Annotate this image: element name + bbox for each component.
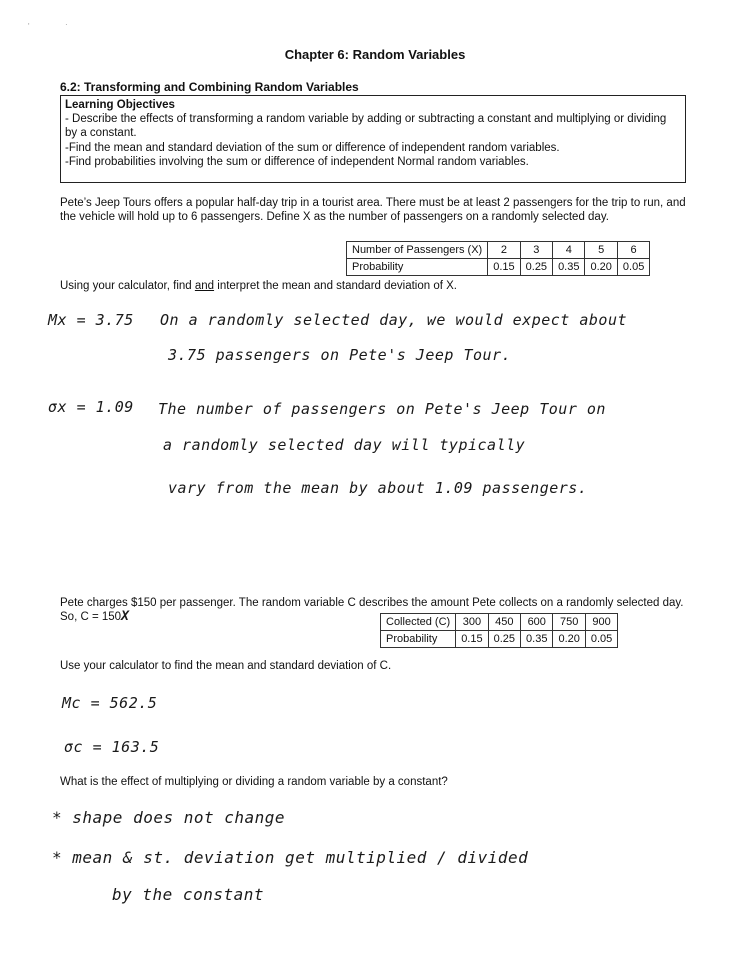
problem2-body: Pete charges $150 per passenger. The random variable C describes the amount Pete collects on a randomly selected day. So, C = 150 xyxy=(60,597,684,623)
objective-item: -Find the mean and standard deviation of the sum or difference of independent random variables. xyxy=(65,142,560,154)
table-cell: 450 xyxy=(488,614,520,631)
mean-x-label: Mx = 3.75 xyxy=(48,311,134,329)
effect-answer-line: by the constant xyxy=(112,885,264,904)
objectives-heading: Learning Objectives xyxy=(65,99,175,111)
problem2-instruction: Use your calculator to find the mean and standard deviation of C. xyxy=(60,660,392,672)
table-cell: 3 xyxy=(520,242,552,259)
learning-objectives-box xyxy=(60,95,686,183)
section-title: 6.2: Transforming and Combining Random Variables xyxy=(60,80,359,94)
chapter-title: Chapter 6: Random Variables xyxy=(284,47,466,62)
objective-item: - Describe the effects of transforming a random variable by adding or subtracting a constant and multiplying or dividing by a constant. xyxy=(65,113,667,139)
table-cell: 0.05 xyxy=(617,259,649,276)
table-cell: 0.15 xyxy=(488,259,520,276)
instruction-text: interpret the mean and standard deviation of X. xyxy=(214,280,457,292)
table-cell: 0.25 xyxy=(488,631,520,648)
mean-x-interpretation: On a randomly selected day, we would expect about xyxy=(160,311,628,329)
stray-mark: ' xyxy=(28,22,30,31)
problem1-instruction xyxy=(60,279,457,294)
table-header: Probability xyxy=(347,259,488,276)
effect-answer-line: * mean & st. deviation get multiplied / divided xyxy=(52,848,529,867)
mean-x-interpretation: 3.75 passengers on Pete's Jeep Tour. xyxy=(168,346,512,364)
table-cell: 0.05 xyxy=(585,631,617,648)
instruction-text: Using your calculator, find xyxy=(60,280,195,292)
table-cell: 0.35 xyxy=(521,631,553,648)
table-cell: 0.20 xyxy=(553,631,585,648)
sd-x-interpretation: a randomly selected day will typically xyxy=(163,436,526,454)
table-cell: 900 xyxy=(585,614,617,631)
table-cell: 6 xyxy=(617,242,649,259)
sd-x-interpretation: The number of passengers on Pete's Jeep Tour on xyxy=(158,400,606,418)
effect-answer-line: * shape does not change xyxy=(52,808,286,827)
table-header: Collected (C) xyxy=(381,614,456,631)
instruction-underlined: and xyxy=(194,280,215,292)
question3: What is the effect of multiplying or dividing a random variable by a constant? xyxy=(60,776,448,788)
problem1-text: Pete’s Jeep Tours offers a popular half-day trip in a tourist area. There must be at least 2 passengers for the trip to run, and the vehicle will hold up to 6 passengers. Define X as the number of passengers on a randomly selected day. xyxy=(60,197,686,223)
handwritten-x: X xyxy=(121,609,130,624)
sd-x-label: σx = 1.09 xyxy=(48,398,134,416)
objective-item: -Find probabilities involving the sum or difference of independent Normal random variables. xyxy=(65,156,529,168)
collected-table xyxy=(380,613,618,648)
table-cell: 0.35 xyxy=(553,259,585,276)
table-cell: 300 xyxy=(456,614,488,631)
table-cell: 600 xyxy=(521,614,553,631)
sd-x-interpretation: vary from the mean by about 1.09 passengers. xyxy=(168,479,588,497)
table-cell: 0.25 xyxy=(520,259,552,276)
mean-c: Mc = 562.5 xyxy=(62,694,158,712)
stray-mark: · xyxy=(65,20,68,29)
table-cell: 5 xyxy=(585,242,617,259)
table-header: Probability xyxy=(381,631,456,648)
table-cell: 4 xyxy=(553,242,585,259)
table-cell: 750 xyxy=(553,614,585,631)
passengers-table xyxy=(346,241,650,276)
table-header: Number of Passengers (X) xyxy=(347,242,488,259)
table-cell: 0.20 xyxy=(585,259,617,276)
table-cell: 0.15 xyxy=(456,631,488,648)
table-cell: 2 xyxy=(488,242,520,259)
sd-c: σc = 163.5 xyxy=(64,738,160,756)
